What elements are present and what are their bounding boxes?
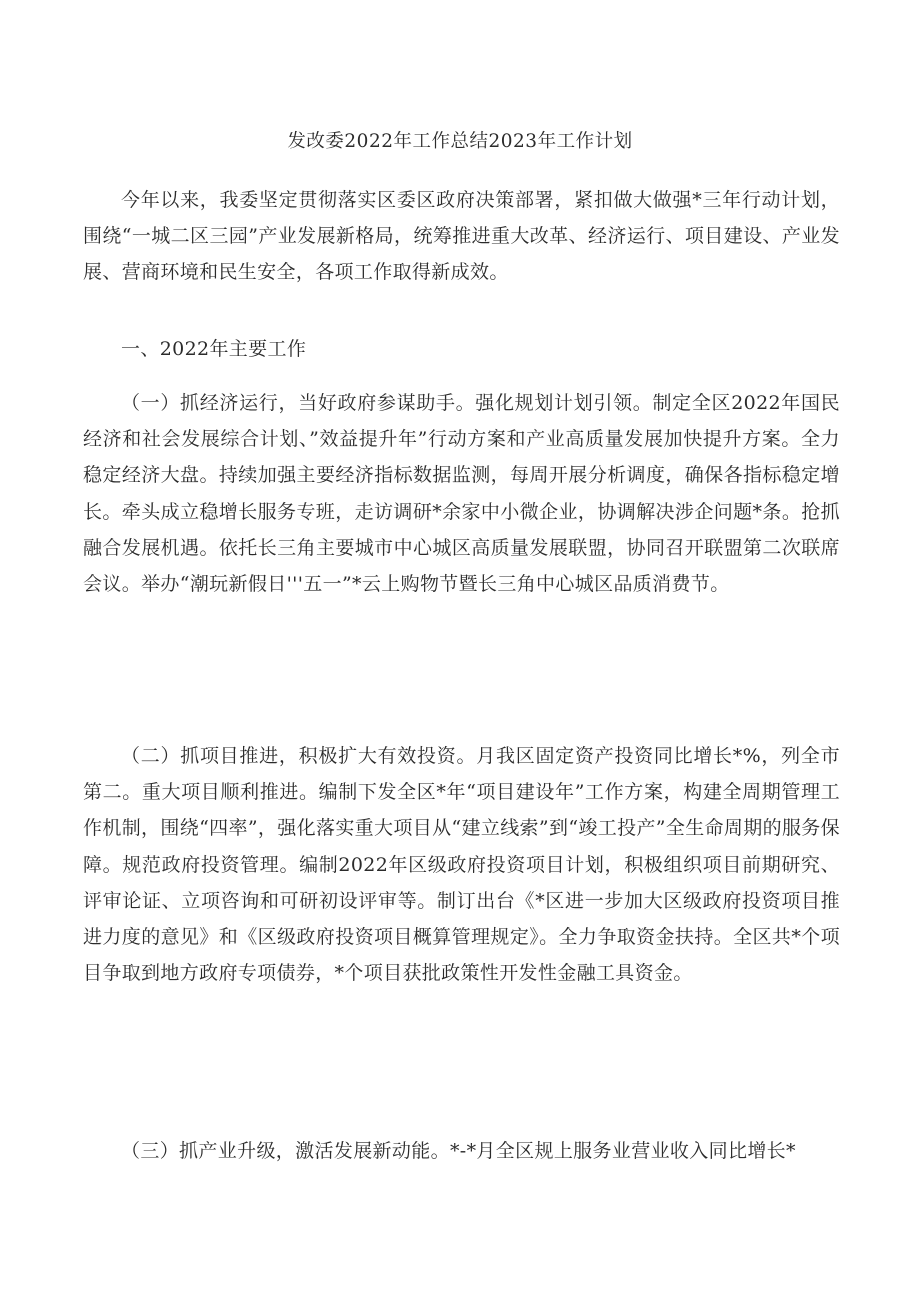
intro-paragraph: 今年以来，我委坚定贯彻落实区委区政府决策部署，紧扣做大做强*三年行动计划，围绕“一城二区三园”产业发展新格局，统筹推进重大改革、经济运行、项目建设、产业发展、营商环境和民生安全，各项工作取得新成效。 xyxy=(83,189,840,284)
section-heading-main-work: 一、2022年主要工作 xyxy=(121,338,307,360)
section-project-promotion: （二）抓项目推进，积极扩大有效投资。月我区固定资产投资同比增长*%，列全市第二。重大项目顺利推进。编制下发全区*年“项目建设年”工作方案，构建全周期管理工作机制，围绕“四率”，强化落实重大项目从“建立线索”到“竣工投产”全生命周期的服务保障。规范政府投资管理。编制2022年区级政府投资项目计划，积极组织项目前期研究、评审论证、立项咨询和可研初设评审等。制订出台《*区进一步加大区级政府投资项目推进力度的意见》和《区级政府投资项目概算管理规定》。全力争取资金扶持。全区共*个项目争取到地方政府专项债券，*个项目获批政策性开发性金融工具资金。 xyxy=(83,745,840,985)
section-economic-operation: （一）抓经济运行，当好政府参谋助手。强化规划计划引领。制定全区2022年国民经济和社会发展综合计划、”效益提升年”行动方案和产业高质量发展加快提升方案。全力稳定经济大盘。持续加强主要经济指标数据监测，每周开展分析调度，确保各指标稳定增长。牵头成立稳增长服务专班，走访调研*余家中小微企业，协调解决涉企问题*条。抢抓融合发展机遇。依托长三角主要城市中心城区高质量发展联盟，协同召开联盟第二次联席会议。举办“潮玩新假日'''五一”*云上购物节暨长三角中心城区品质消费节。 xyxy=(83,392,840,596)
document-title: 发改委2022年工作总结2023年工作计划 xyxy=(287,131,633,152)
section-industry-upgrade: （三）抓产业升级，激活发展新动能。*-*月全区规上服务业营业收入同比增长* xyxy=(121,1140,796,1162)
